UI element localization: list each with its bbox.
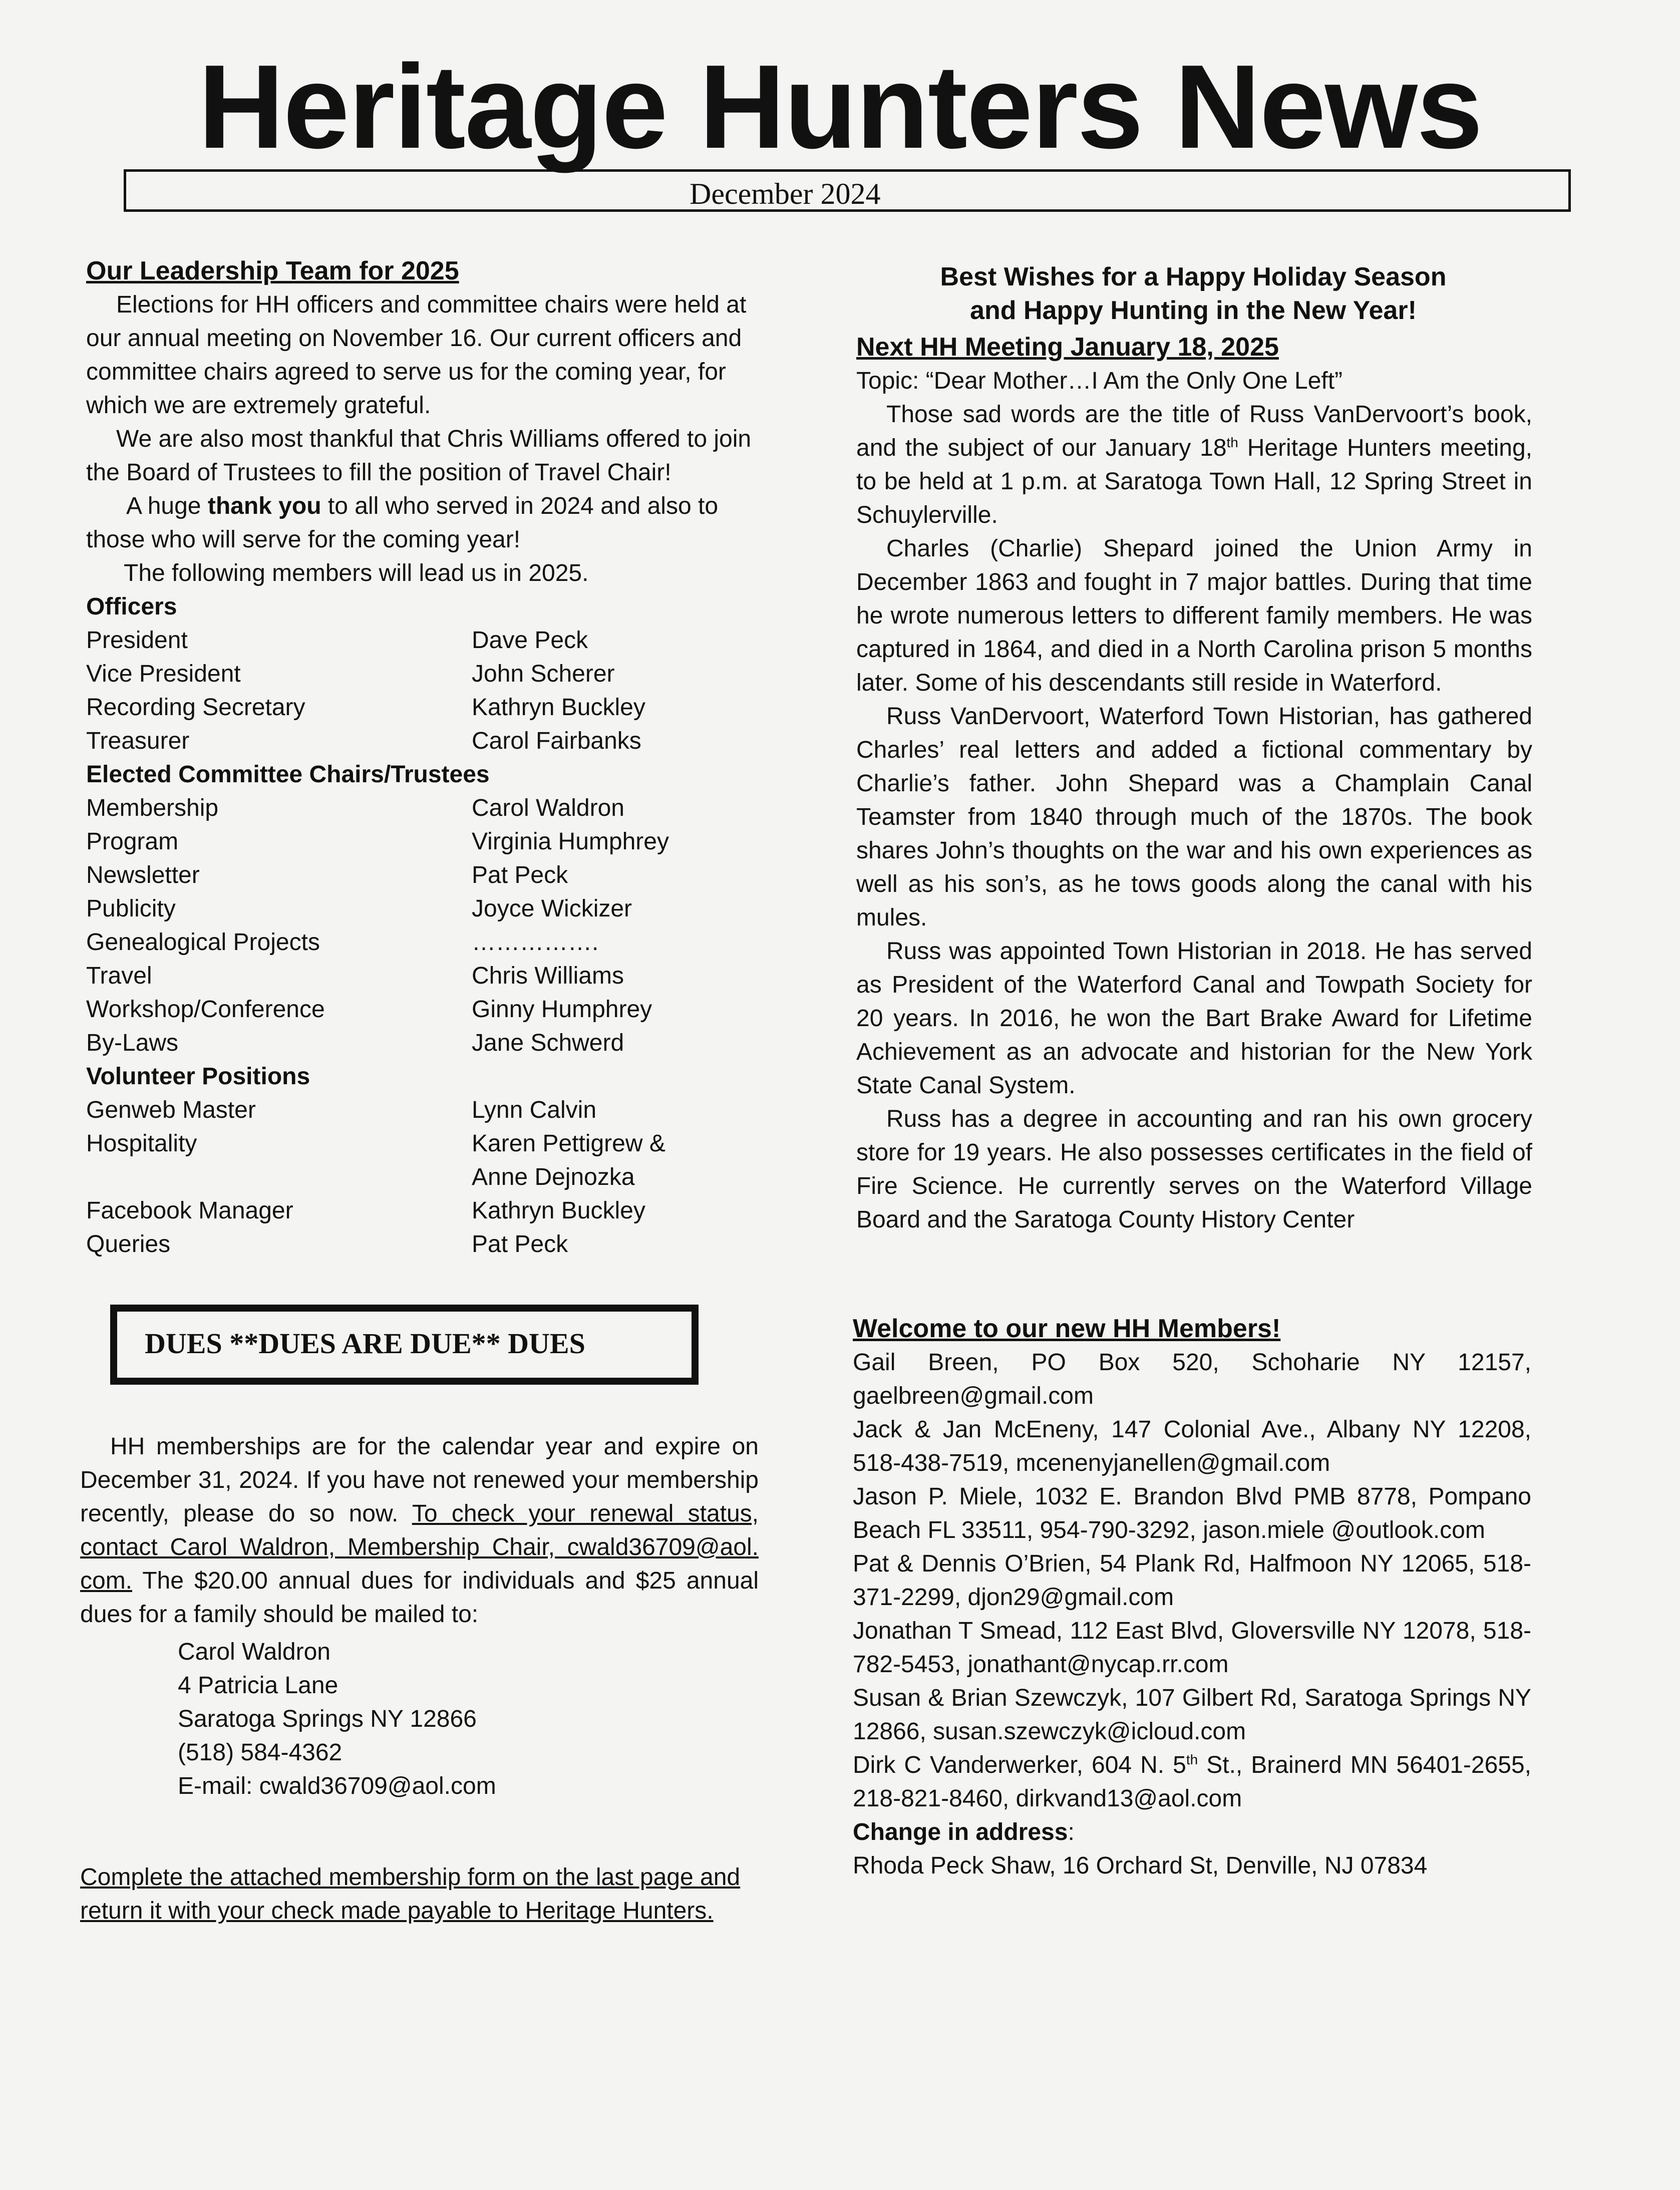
volunteer-row-name: Karen Pettigrew & xyxy=(472,1130,665,1157)
committee-row-role: Membership xyxy=(86,795,219,821)
meeting-para-1 xyxy=(856,398,1532,532)
committee-row-role: Genealogical Projects xyxy=(86,929,320,956)
dues-text-a: HH memberships are for the calendar year and expire on December 31, 2024. If you have not renewed your membership recently, please do so now. xyxy=(80,1433,759,1527)
committee-heading: Elected Committee Chairs/Trustees xyxy=(86,761,490,788)
committee-row xyxy=(86,791,767,825)
committee-row-name: Pat Peck xyxy=(472,862,568,888)
change-of-address xyxy=(853,1815,1531,1849)
meeting-para-2: Charles (Charlie) Shepard joined the Union Army in December 1863 and fought in 7 major battles. During that time he wrote numerous letters to different family members. He was captured in 1864, and died in a North Carolina prison 5 months later. Some of his descendants still reside in Waterford. xyxy=(856,535,1532,696)
officer-row xyxy=(86,657,767,691)
committee-row-role: Workshop/Conference xyxy=(86,996,325,1023)
officer-row-role: Treasurer xyxy=(86,728,190,754)
volunteer-row xyxy=(86,1093,767,1127)
volunteer-row-role: Hospitality xyxy=(86,1130,197,1157)
thank-suffix: to all who served in 2024 and also to those who will serve for the coming year! xyxy=(86,493,719,553)
change-colon: : xyxy=(1068,1819,1075,1845)
volunteer-row-role: Genweb Master xyxy=(86,1097,256,1123)
dues-section xyxy=(80,1430,759,1803)
volunteer-row xyxy=(86,1227,767,1261)
committee-row-role: Travel xyxy=(86,963,152,989)
officers-list xyxy=(86,623,767,758)
officers-heading: Officers xyxy=(86,593,177,620)
committee-row xyxy=(86,959,767,993)
thank-you-bold: thank you xyxy=(207,493,321,519)
meeting-para-3: Russ VanDervoort, Waterford Town Historian, has gathered Charles’ real letters and added a fictional commentary by Charlie’s father. John Shepard was a Champlain Canal Teamster from 1840 through much of the 1870s. The book shares John’s thoughts on the war and his own experiences as well as his son’s, as he tows goods along the canal with his mules. xyxy=(856,703,1532,931)
committee-row-name: Joyce Wickizer xyxy=(472,895,632,922)
dues-banner-text: DUES **DUES ARE DUE** DUES xyxy=(145,1327,585,1360)
meeting-para-5: Russ has a degree in accounting and ran his own grocery store for 19 years. He also possesses certificates in the field of Fire Science. He currently serves on the Waterford Village Board and the Saratoga County History Center xyxy=(856,1106,1532,1233)
greeting-line-2: and Happy Hunting in the New Year! xyxy=(970,296,1417,325)
officer-row-name: Dave Peck xyxy=(472,627,588,654)
date-bar xyxy=(124,169,1571,212)
new-members-section xyxy=(853,1312,1531,1883)
new-members-list xyxy=(853,1346,1531,1748)
committee-row-role: Program xyxy=(86,828,179,855)
committee-row-name: Chris Williams xyxy=(472,963,624,989)
officer-row xyxy=(86,623,767,657)
address-line: E-mail: cwald36709@aol.com xyxy=(178,1773,496,1799)
volunteer-row-role: Facebook Manager xyxy=(86,1197,293,1224)
meeting-topic: Topic: “Dear Mother…I Am the Only One Left” xyxy=(856,368,1343,394)
volunteer-row-role: Queries xyxy=(86,1231,171,1258)
dues-banner xyxy=(110,1305,699,1385)
meeting-para-1-sup: th xyxy=(1226,435,1238,450)
leadership-para-2: We are also most thankful that Chris Williams offered to join the Board of Trustees to fill the position of Travel Chair! xyxy=(86,426,752,486)
membership-form-note xyxy=(80,1860,761,1928)
member-entry-last xyxy=(853,1748,1531,1815)
officer-row xyxy=(86,724,767,758)
officer-row-name: John Scherer xyxy=(472,661,615,687)
issue-date: December 2024 xyxy=(690,177,881,210)
greeting-line-1: Best Wishes for a Happy Holiday Season xyxy=(940,262,1447,291)
renewal-contact-link[interactable]: To check your renewal status, contact Carol Waldron, Membership Chair, cwald36709@aol. com. xyxy=(80,1500,759,1594)
officer-row-role: President xyxy=(86,627,188,654)
member-entry: Gail Breen, PO Box 520, Schoharie NY 12157, gaelbreen@gmail.com xyxy=(853,1349,1531,1409)
mailing-address xyxy=(80,1635,759,1803)
officer-row xyxy=(86,691,767,724)
meeting-heading: Next HH Meeting January 18, 2025 xyxy=(856,333,1279,362)
member-entry: Jonathan T Smead, 112 East Blvd, Gloversville NY 12078, 518-782-5453, jonathant@nycap.rr.com xyxy=(853,1618,1531,1678)
committee-row xyxy=(86,993,767,1026)
meeting-para-1-b: Heritage Hunters meeting, to be held at 1 p.m. at Saratoga Town Hall, 12 Spring Street in Schuylerville. xyxy=(856,435,1532,528)
change-of-address-heading: Change in address xyxy=(853,1819,1068,1845)
meeting-para-4: Russ was appointed Town Historian in 2018. He has served as President of the Waterford Canal and Towpath Society for 20 years. In 2016, he won the Bart Brake Award for Lifetime Achievement as an advocate and historian for the New York State Canal System. xyxy=(856,938,1532,1099)
leadership-para-4: The following members will lead us in 2025. xyxy=(124,560,589,586)
committee-row-role: By-Laws xyxy=(86,1030,179,1056)
meeting-para-1-a: Those sad words are the title of Russ VanDervoort’s book, and the subject of our January 18 xyxy=(856,401,1532,461)
leadership-section xyxy=(86,254,767,1261)
leadership-para-1: Elections for HH officers and committee chairs were held at our annual meeting on November 16. Our current officers and committee chairs agreed to serve us for the coming year, for which we are extremely grateful. xyxy=(86,291,747,419)
holiday-greeting xyxy=(853,260,1534,328)
volunteer-row-name: Pat Peck xyxy=(472,1231,568,1258)
committee-row xyxy=(86,858,767,892)
volunteer-row-name: Anne Dejnozka xyxy=(472,1164,635,1190)
leadership-para-3 xyxy=(86,489,767,556)
volunteer-row xyxy=(86,1160,767,1194)
committee-row-role: Publicity xyxy=(86,895,176,922)
dues-text-b: The $20.00 annual dues for individuals and $25 annual dues for a family should be mailed to: xyxy=(80,1568,759,1628)
volunteer-row xyxy=(86,1127,767,1160)
change-of-address-entry: Rhoda Peck Shaw, 16 Orchard St, Denville, NJ 07834 xyxy=(853,1852,1428,1879)
volunteer-row-name: Lynn Calvin xyxy=(472,1097,597,1123)
officer-row-name: Kathryn Buckley xyxy=(472,694,645,721)
dues-para xyxy=(80,1430,759,1631)
officer-row-role: Vice President xyxy=(86,661,241,687)
volunteer-list xyxy=(86,1093,767,1261)
committee-list xyxy=(86,791,767,1060)
thank-prefix: A huge xyxy=(126,493,208,519)
leadership-heading: Our Leadership Team for 2025 xyxy=(86,256,459,285)
volunteer-row-role xyxy=(86,1160,472,1194)
member-last-a: Dirk C Vanderwerker, 604 N. 5 xyxy=(853,1752,1186,1778)
member-last-sup: th xyxy=(1186,1752,1198,1767)
member-entry: Jack & Jan McEneny, 147 Colonial Ave., Albany NY 12208, 518-438-7519, mcenenyjanellen@gmail.com xyxy=(853,1416,1531,1476)
address-line: Carol Waldron xyxy=(178,1639,330,1665)
committee-row-name: Jane Schwerd xyxy=(472,1030,624,1056)
address-line: 4 Patricia Lane xyxy=(178,1672,339,1699)
volunteer-row-name: Kathryn Buckley xyxy=(472,1197,645,1224)
committee-row xyxy=(86,925,767,959)
new-members-heading: Welcome to our new HH Members! xyxy=(853,1314,1281,1343)
member-last-b: St., Brainerd MN 56401-2655, 218-821-8460, dirkvand13@aol.com xyxy=(853,1752,1531,1812)
member-entry: Jason P. Miele, 1032 E. Brandon Blvd PMB 8778, Pompano Beach FL 33511, 954-790-3292, jason.miele @outlook.com xyxy=(853,1483,1531,1543)
masthead-title: Heritage Hunters News xyxy=(198,41,1482,173)
committee-row xyxy=(86,892,767,925)
membership-form-text: Complete the attached membership form on the last page and return it with your check made payable to Heritage Hunters. xyxy=(80,1864,741,1924)
officer-row-role: Recording Secretary xyxy=(86,694,305,721)
committee-row-role: Newsletter xyxy=(86,862,200,888)
address-line: (518) 584-4362 xyxy=(178,1739,343,1766)
address-line: Saratoga Springs NY 12866 xyxy=(178,1706,477,1732)
meeting-section xyxy=(856,331,1532,1236)
committee-row-name: Virginia Humphrey xyxy=(472,828,669,855)
member-entry: Pat & Dennis O’Brien, 54 Plank Rd, Halfmoon NY 12065, 518-371-2299, djon29@gmail.com xyxy=(853,1550,1531,1611)
member-entry: Susan & Brian Szewczyk, 107 Gilbert Rd, Saratoga Springs NY 12866, susan.szewczyk@icloud.com xyxy=(853,1685,1531,1745)
volunteer-row xyxy=(86,1194,767,1227)
committee-row-name: ……………. xyxy=(472,929,599,956)
committee-row xyxy=(86,825,767,858)
committee-row xyxy=(86,1026,767,1060)
committee-row-name: Carol Waldron xyxy=(472,795,624,821)
officer-row-name: Carol Fairbanks xyxy=(472,728,641,754)
committee-row-name: Ginny Humphrey xyxy=(472,996,652,1023)
volunteer-heading: Volunteer Positions xyxy=(86,1063,310,1090)
